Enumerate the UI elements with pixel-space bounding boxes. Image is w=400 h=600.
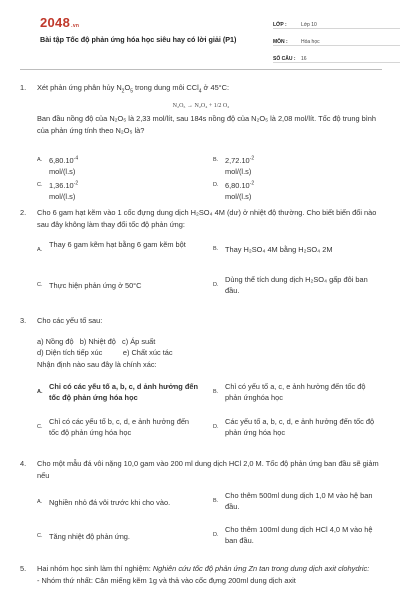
option-unit: mol/(l.s) [49, 192, 76, 201]
question-stem: Cho một mẫu đá vôi nặng 10,0 gam vào 200 ml dung dịch HCl 2,0 M. Tốc độ phản ứng ban đầu sẽ giảm nếu [37, 459, 379, 480]
meta-label: SỐ CÂU : [273, 56, 296, 62]
stem-sub: 4 [198, 88, 202, 95]
question-stem [37, 563, 382, 575]
stem-text: O [124, 83, 131, 92]
option-text: Chỉ có các yếu tố a, b, c, d ảnh hưởng đến tốc độ phản ứng hóa học [49, 382, 198, 402]
option-label: A. [37, 247, 43, 253]
stem-italic: Nghiên cứu tốc độ phản ứng Zn tan trong dung dịch axit clohydric: [152, 564, 370, 573]
question-stem: Cho các yếu tố sau: [37, 316, 103, 325]
option-label: D. [213, 424, 219, 430]
meta-value: 16 [301, 56, 307, 62]
option-unit: mol/(l.s) [225, 192, 252, 201]
option-label: A. [37, 499, 43, 505]
option-text: Dùng thể tích dung dịch H₂SO₄ gấp đôi ban đầu. [225, 275, 368, 295]
option-text: Chỉ có các yếu tố b, c, d, e ảnh hưởng đến tốc độ phản ứng hóa học [49, 417, 190, 437]
question-number: 1. [20, 83, 27, 92]
option-label: D. [213, 282, 219, 288]
option-unit: mol/(l.s) [49, 167, 76, 176]
option-text: Thay H₂SO₄ 4M bằng H₂SO₄ 2M [225, 245, 333, 254]
option-text: Thực hiện phản ứng ở 50°C [49, 281, 142, 290]
option-exp: -2 [73, 180, 79, 187]
option-unit: mol/(l.s) [225, 167, 252, 176]
question-5 [20, 563, 382, 586]
option-label: C. [37, 424, 43, 430]
option-text [225, 180, 254, 202]
factor-list-line-2: d) Diện tích tiếp xúc e) Chất xúc tác [37, 348, 173, 357]
option-text [49, 180, 78, 202]
meta-row-class [273, 14, 400, 29]
logo-suffix: .vn [71, 23, 80, 29]
meta-row-count [273, 48, 400, 63]
header [20, 0, 382, 62]
option-base: 1,36.10 [49, 181, 74, 190]
option-exp: -2 [249, 155, 255, 162]
meta-value: Lớp 10 [301, 22, 317, 28]
meta-row-subject [273, 31, 400, 46]
option-label: C. [37, 282, 43, 288]
page-title: Bài tập Tốc độ phản ứng hóa học siêu hay có lời giải (P1) [40, 35, 237, 44]
stem-text: ở 45°C: [201, 83, 230, 92]
header-divider [20, 69, 382, 70]
question-number: 5. [20, 564, 27, 573]
option-base: 2,72.10 [225, 156, 250, 165]
meta-table [273, 14, 400, 65]
stem-text: Hai nhóm học sinh làm thí nghiệm: [37, 564, 153, 573]
option-label: C. [37, 533, 43, 539]
option-label: B. [213, 498, 219, 504]
option-label: B. [213, 246, 219, 252]
option-text: Thay 6 gam kẽm hạt bằng 6 gam kẽm bột [49, 240, 186, 249]
site-logo[interactable] [40, 15, 79, 30]
question-4 [20, 458, 382, 481]
option-text: Chỉ có yếu tố a, c, e ảnh hưởng đến tốc độ phản ứnghóa học [225, 382, 366, 402]
stem-text: Xét phản ứng phân hủy N [37, 83, 122, 92]
option-text: Các yếu tố a, b, c, d, e ảnh hưởng đến tốc độ phản ứng hóa học [225, 417, 375, 437]
logo-text: 2048 [40, 15, 71, 30]
question-2 [20, 207, 382, 230]
reaction-equation: N₂O₅ → N₂O₄ + 1/2 O₂ [172, 102, 230, 109]
option-base: 6,80.10 [49, 156, 74, 165]
option-base: 6,80.10 [225, 181, 250, 190]
factor-list-line-1: a) Nồng độ b) Nhiệt độ c) Áp suất [37, 336, 156, 346]
question-ask: Nhận định nào sau đây là chính xác: [37, 359, 157, 369]
question-number: 2. [20, 208, 27, 217]
question-line: - Nhóm thứ nhất: Cân miếng kẽm 1g và thả vào cốc đựng 200ml dung dịch axit [37, 575, 296, 585]
stem-sub: 2 [121, 88, 125, 95]
option-text: Nghiền nhỏ đá vôi trước khi cho vào. [49, 498, 171, 507]
meta-label: MÔN : [273, 39, 288, 45]
option-exp: -2 [249, 180, 255, 187]
option-text [49, 155, 78, 177]
question-number: 4. [20, 459, 27, 468]
question-stem: Cho 6 gam hạt kẽm vào 1 cốc đựng dung dịch H₂SO₄ 4M (dư) ở nhiệt độ thường. Cho biết biến đổi nào sau đây không làm thay đổi tốc độ phản ứng: [37, 208, 377, 229]
meta-value: Hóa học [301, 39, 320, 45]
question-body: Ban đầu nồng độ của N₂O₅ là 2,33 mol/lít, sau 184s nồng độ của N₂O₅ là 2,08 mol/lít. Tốc độ trung bình của phản ứng tính theo N₂O₅ là? [37, 114, 377, 135]
option-label: D. [213, 532, 219, 538]
option-label: A. [37, 389, 43, 395]
option-label: D. [213, 182, 219, 188]
option-text: Cho thêm 100ml dung dịch HCl 4,0 M vào hệ ban đầu. [225, 525, 373, 545]
option-label: B. [213, 389, 219, 395]
stem-sub: 5 [130, 88, 133, 95]
option-label: C. [37, 182, 43, 188]
question-3 [20, 315, 382, 370]
stem-text: trong dung môi CCl [132, 83, 199, 92]
option-label: A. [37, 157, 43, 163]
question-stem [37, 82, 382, 94]
option-exp: -4 [73, 155, 79, 162]
question-number: 3. [20, 316, 27, 325]
option-label: B. [213, 157, 219, 163]
meta-label: LỚP : [273, 22, 287, 28]
question-1 [20, 82, 382, 136]
option-text: Tăng nhiệt độ phản ứng. [49, 532, 130, 541]
option-text [225, 155, 254, 177]
option-text: Cho thêm 500ml dung dịch 1,0 M vào hệ ban đầu. [225, 491, 373, 511]
